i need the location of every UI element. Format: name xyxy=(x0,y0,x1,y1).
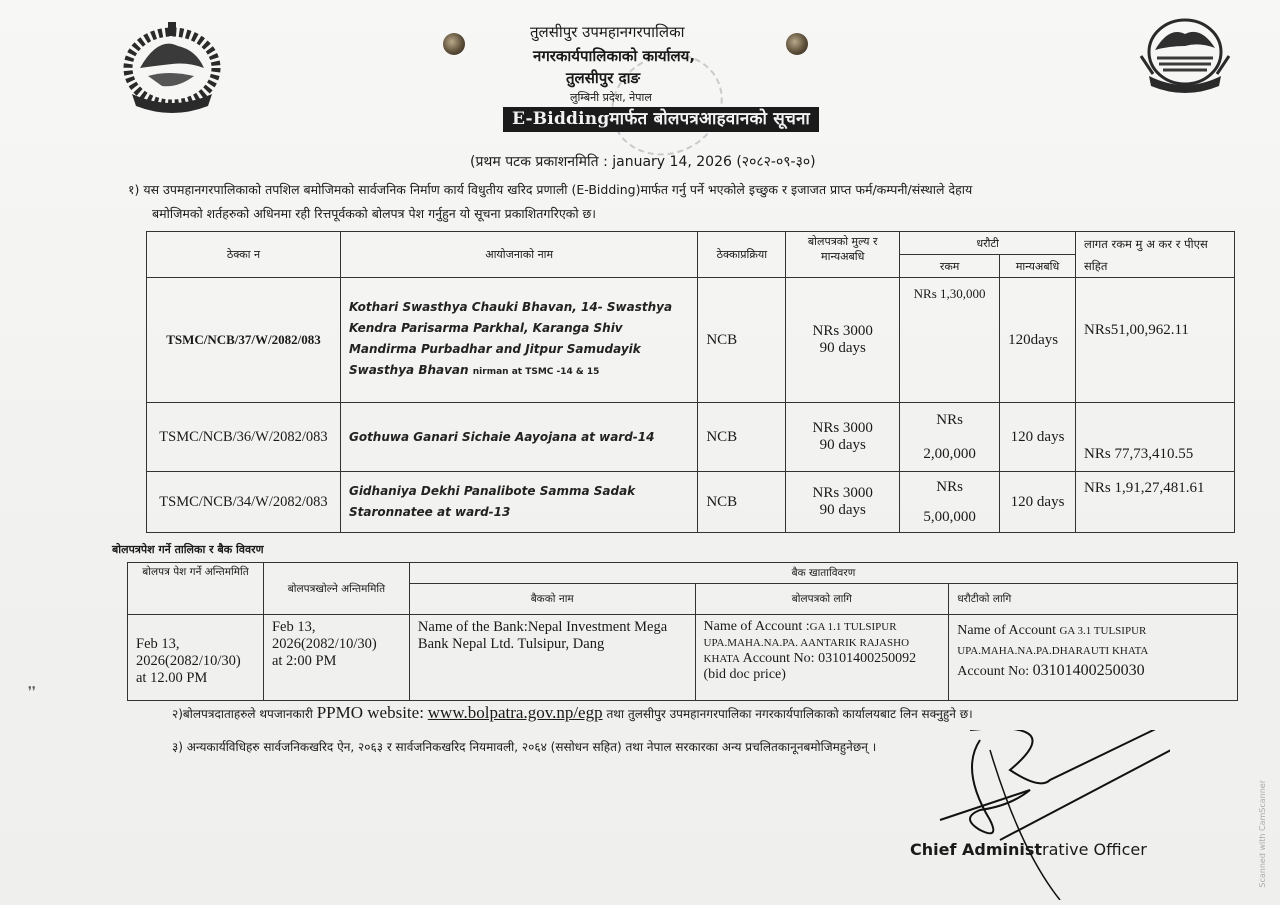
scan-speck: ❜❜ xyxy=(28,684,36,698)
contracts-table xyxy=(146,231,1235,533)
intro-line-1: १) यस उपमहानगरपालिकाको तपशिल बमोजिमको सार्वजनिक निर्माण कार्य विधुतीय खरिद प्रणाली (E-Bidding)मार्फत गर्नु पर्ने भएकोले इच्छुक र इजाजत प्राप्त फर्म/कम्पनी/संस्थाले देहाय xyxy=(128,182,973,197)
decorative-seal-left-icon xyxy=(443,33,465,55)
procurement-cell: NCB xyxy=(698,403,786,472)
bid-account-name: GA 1.1 TULSIPUR UPA.MAHA.NA.PA. AANTARIK RAJASHO KHATA xyxy=(703,621,910,665)
header-submission-deadline: बोलपत्र पेश गर्ने अन्तिममिति xyxy=(128,563,264,615)
project-name: Gidhaniya Dekhi Panalibote Samma Sadak Staronnatee at ward-13 xyxy=(348,484,636,519)
opening-deadline-cell xyxy=(263,615,409,701)
bank-name-cell: Name of the Bank:Nepal Investment Mega Bank Nepal Ltd. Tulsipur, Dang xyxy=(409,615,695,701)
signature-icon xyxy=(920,730,1170,900)
security-account-no-label: Account No: xyxy=(957,664,1030,679)
signatory-title xyxy=(910,840,1147,859)
header-project-name: आयोजनाको नाम xyxy=(340,232,697,278)
bid-price: NRs 3000 xyxy=(812,420,873,436)
header-cost-estimate: लागत रकम मु अ कर र पीएस सहित xyxy=(1076,232,1235,278)
publication-date: (प्रथम पटक प्रकाशनमिति : january 14, 2026 (२०८२-०९-३०) xyxy=(470,154,816,170)
intro-line-2: बमोजिमको शर्तहरुको अधिनमा रही रित्तपूर्वकको बोलपत्र पेश गर्नुहुन यो सूचना प्रकाशितगरिएको छ। xyxy=(152,206,597,221)
signatory-title-light: rative Officer xyxy=(1042,840,1147,859)
info-suffix: तथा तुलसीपुर उपमहानगरपालिका नगरकार्यपालिकाको कार्यालयबाट लिन सक्नुहुने छ। xyxy=(606,707,973,721)
header-procurement: ठेक्काप्रक्रिया xyxy=(698,232,786,278)
intro-paragraph xyxy=(128,178,1208,226)
security-amount-value: 2,00,000 xyxy=(923,446,976,462)
procurement-cell: NCB xyxy=(698,278,786,403)
bid-price-cell xyxy=(786,403,900,472)
header-bank-account-details: बैक खाताविवरण xyxy=(409,563,1237,584)
header-bid-price-validity: बोलपत्रको मुल्य र मान्यअबधि xyxy=(786,232,900,278)
submission-date: Feb 13, xyxy=(136,636,180,652)
bid-account-label: Name of Account : xyxy=(703,619,810,634)
security-validity-cell: 120 days xyxy=(1000,403,1076,472)
table-row xyxy=(147,278,1235,403)
ppmo-label: PPMO website: xyxy=(316,703,424,722)
office-name: नगरकार्यपालिकाको कार्यालय, xyxy=(533,47,696,65)
bid-validity: 90 days xyxy=(819,340,866,356)
security-amount-cell xyxy=(900,403,1000,472)
contract-no-cell: TSMC/NCB/36/W/2082/083 xyxy=(147,403,341,472)
bank-details-table xyxy=(127,562,1238,701)
bid-validity: 90 days xyxy=(819,502,866,518)
security-validity-cell: 120days xyxy=(1000,278,1076,403)
info-prefix: २)बोलपत्रदाताहरुले थपजानकारी xyxy=(172,707,313,721)
municipality-logo-icon xyxy=(1135,12,1235,94)
notice-title: E-Biddingमार्फत बोलपत्रआहवानको सूचना xyxy=(503,107,819,132)
opening-time: at 2:00 PM xyxy=(271,653,337,669)
security-amount-label: NRs xyxy=(936,412,963,428)
security-account-no: 03101400250030 xyxy=(1032,662,1145,679)
security-account-label: Name of Account xyxy=(957,623,1056,638)
bank-row xyxy=(128,615,1238,701)
security-validity-cell: 120 days xyxy=(1000,472,1076,533)
project-name-cell xyxy=(340,278,697,403)
security-amount-value: 5,00,000 xyxy=(923,509,976,525)
bid-price: NRs 3000 xyxy=(812,485,873,501)
security-amount-cell xyxy=(900,472,1000,533)
security-amount-label: NRs xyxy=(936,479,963,495)
security-account-name: GA 3.1 TULSIPUR UPA.MAHA.NA.PA.DHARAUTI KHATA xyxy=(957,625,1149,657)
bid-price: NRs 3000 xyxy=(812,323,873,339)
contract-no-cell: TSMC/NCB/34/W/2082/083 xyxy=(147,472,341,533)
project-name-cell xyxy=(340,403,697,472)
header-security-amount: रकम xyxy=(900,255,1000,278)
bolpatra-link[interactable]: www.bolpatra.gov.np/egp xyxy=(427,703,603,722)
cost-estimate-cell: NRs 1,91,27,481.61 xyxy=(1076,472,1235,533)
header-for-bid: बोलपत्रको लागि xyxy=(695,584,949,615)
scanner-watermark: Scanned with CamScanner xyxy=(1258,780,1267,888)
submission-time: at 12.00 PM xyxy=(136,670,208,686)
table-row xyxy=(147,472,1235,533)
bid-validity: 90 days xyxy=(819,437,866,453)
bid-account-no: 03101400250092 xyxy=(818,651,917,666)
bank-section-title: बोलपत्रपेश गर्ने तालिका र बैक विवरण xyxy=(112,543,264,556)
header-security-validity: मान्यअबधि xyxy=(1000,255,1076,278)
security-amount-cell xyxy=(900,278,1000,403)
header-bank-name: बैकको नाम xyxy=(409,584,695,615)
municipality-name: तुलसीपुर उपमहानगरपालिका xyxy=(530,23,685,41)
nepal-emblem-icon xyxy=(118,16,226,116)
header-contract-no: ठेक्का न xyxy=(147,232,341,278)
bid-account-cell xyxy=(695,615,949,701)
opening-date: Feb 13, xyxy=(271,619,316,635)
security-amount-label: NRs 1,30,000 xyxy=(913,286,986,301)
project-name-cell xyxy=(340,472,697,533)
header-opening-deadline: बोलपत्रखोल्ने अन्तिममिति xyxy=(263,563,409,615)
office-location: तुलसीपुर दाङ xyxy=(566,69,641,87)
procedure-paragraph: ३) अन्यकार्यविधिहरु सार्वजनिकखरिद ऐन, २०६३ र सार्वजनिकखरिद नियमावली, २०६४ (ससोधन सहित) तथा नेपाल सरकारका अन्य प्रचलितकानूनबमोजिमहुनेछन् । xyxy=(172,740,877,754)
decorative-seal-right-icon xyxy=(786,33,808,55)
cost-estimate-cell: NRs 77,73,410.55 xyxy=(1076,403,1235,472)
bid-account-no-label: Account No: xyxy=(742,651,815,666)
bank-header-row xyxy=(128,563,1238,584)
project-name: Kothari Swasthya Chauki Bhavan, 14- Swasthya Kendra Parisarma Parkhal, Karanga Shiv Mandirma Purbadhar and Jitpur Samudayik Swasthya Bhavan xyxy=(348,300,673,377)
cost-estimate-cell: NRs51,00,962.11 xyxy=(1076,278,1235,403)
header-for-security: धरौटीको लागि xyxy=(949,584,1238,615)
bid-price-cell xyxy=(786,278,900,403)
procurement-cell: NCB xyxy=(698,472,786,533)
header-bid-security: धरौटी xyxy=(900,232,1076,255)
submission-deadline-cell xyxy=(128,615,264,701)
bid-account-note: (bid doc price) xyxy=(703,667,786,682)
bid-price-cell xyxy=(786,472,900,533)
submission-date-bs: 2026(2082/10/30) xyxy=(136,653,241,669)
table-row xyxy=(147,403,1235,472)
project-name: Gothuwa Ganari Sichaie Aayojana at ward-14 xyxy=(348,429,655,444)
signatory-title-bold: Chief Administ xyxy=(910,840,1043,859)
security-account-cell xyxy=(949,615,1238,701)
info-paragraph xyxy=(172,703,973,723)
project-suffix: nirman at TSMC -14 & 15 xyxy=(472,367,600,377)
province-name: लुम्बिनी प्रदेश, नेपाल xyxy=(570,91,652,104)
table-header-row xyxy=(147,232,1235,255)
contract-no-cell: TSMC/NCB/37/W/2082/083 xyxy=(147,278,341,403)
opening-date-bs: 2026(2082/10/30) xyxy=(271,636,377,652)
